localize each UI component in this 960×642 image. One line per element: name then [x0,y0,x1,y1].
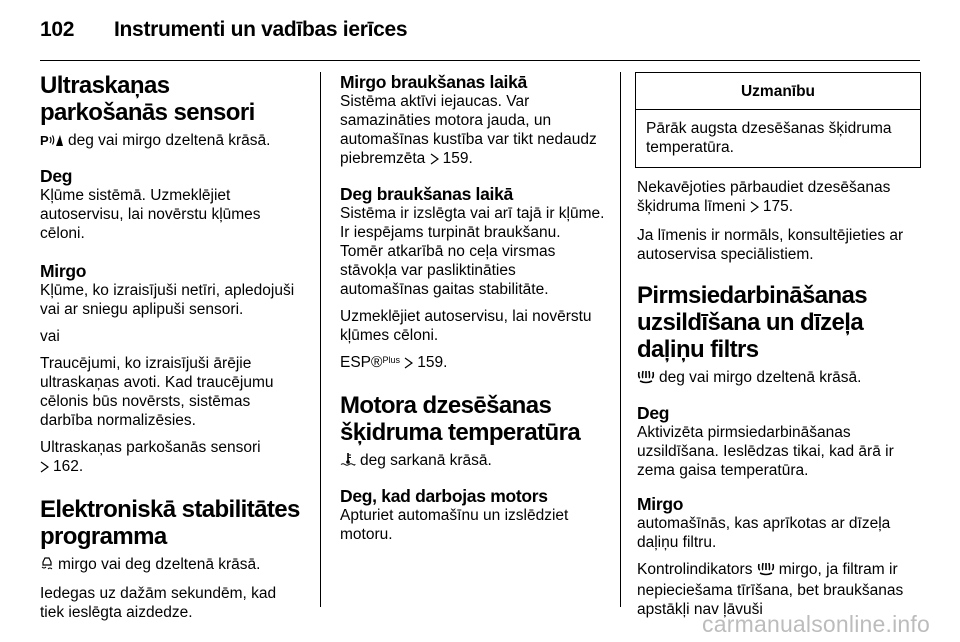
caution-text: Pārāk augsta dzesēšanas šķidruma temperatūra. [646,120,892,156]
column-left [40,72,302,630]
reference-arrow-icon [430,151,439,170]
esp-text: Iedegas uz dažām sekundēm, kad tiek ieslēgta aizdedze. [40,585,277,621]
glow-plug-icon [757,562,775,581]
mirgo-text-1: Kļūme, ko izraisījuši netīri, apledojuši vai ar sniegu aplipuši sensori. [40,282,295,318]
caution-box [635,72,921,168]
glow-deg-heading: Deg [637,403,670,423]
mirgo-text-2: Traucējumi, ko izraisījuši ārējie ultraskaņas avoti. Kad traucējumu cēlonis būs novērsts, sistēmas darbība normalizēsies. [40,355,274,429]
deg-driving-heading: Deg braukšanas laikā [340,184,513,204]
mirgo-driving-heading: Mirgo braukšanas laikā [340,72,527,92]
section-heading-coolant: Motora dzesēšanas šķidruma temperatūra [340,392,581,446]
page-number: 102 [40,18,75,41]
column-right [637,72,907,627]
deg-driving-text-2: Uzmeklējiet autoservisu, lai novērstu kļūmes cēloni. [340,308,592,344]
column-divider-left [320,72,321,607]
check-coolant-text: Nekavējoties pārbaudiet dzesēšanas šķidruma līmeni 175. [637,178,907,218]
glow-deg-text: Aktivizēta pirmsiedarbināšanas uzsildīšana. Ieslēdzas tikai, kad ārā ir zema gaisa temperatūra. [637,424,894,479]
deg-driving-text-1: Sistēma ir izslēgta vai arī tajā ir kļūme. Ir iespējams turpināt braukšanu. Tomēr atkarībā no ceļa virsmas stāvokļa var pasliktināties automašīnas gaitas stabilitāte. [340,205,605,298]
reference-arrow-icon [40,459,49,478]
coolant-intro: deg sarkanā krāsā. [340,451,605,472]
column-middle [340,72,605,552]
glow-mirgo-text-2: Kontrolindikators mirgo, ja filtram ir nepieciešama tīrīšana, bet braukšanas apstākļi nav ļāvuši [637,561,904,618]
header-rule [40,60,920,61]
glow-mirgo-heading: Mirgo [637,494,684,514]
section-heading-esp: Elektroniskā stabilitātes programma [40,496,300,550]
coolant-temperature-icon [340,452,356,472]
parking-sensor-reference[interactable]: Ultraskaņas parkošanās sensori 162. [40,438,302,478]
watermark: carmanualsonline.info [702,611,930,637]
column-divider-right [620,72,621,607]
reference-arrow-icon [750,199,759,218]
caution-title: Uzmanību [636,73,920,110]
page-header [40,18,920,46]
glow-plug-icon [637,370,655,389]
mirgo-heading: Mirgo [40,261,87,281]
reference-arrow-icon [404,355,413,374]
section-heading-glow-plug: Pirmsiedarbināšanas uzsildīšana un dīzeļa daļiņu filtrs [637,282,868,363]
deg-heading: Deg [40,166,73,186]
esp-intro: mirgo vai deg dzeltenā krāsā. [40,555,302,576]
motor-running-heading: Deg, kad darbojas motors [340,486,548,506]
svg-text:P: P [40,133,49,147]
glow-mirgo-text-1: automašīnās, kas aprīkotas ar dīzeļa daļiņu filtru. [637,515,891,551]
esp-car-icon [40,556,54,576]
glow-intro: deg vai mirgo dzeltenā krāsā. [637,368,907,389]
parking-intro: P deg vai mirgo dzeltenā krāsā. [40,131,302,152]
section-heading-parking-sensors: Ultraskaņas parkošanās sensori [40,72,255,126]
page-title: Instrumenti un vadības ierīces [114,18,408,41]
motor-running-text: Apturiet automašīnu un izslēdziet motoru. [340,507,569,543]
normal-level-text: Ja līmenis ir normāls, konsultējieties ar autoservisa speciālistiem. [637,227,904,263]
mirgo-driving-text: Sistēma aktīvi iejaucas. Var samazināties motora jauda, un automašīnas kustība var tikt nedaudz piebremzēta 159. [340,92,605,170]
mirgo-or: vai [40,328,60,345]
deg-text: Kļūme sistēmā. Uzmeklējiet autoservisu, lai novērstu kļūmes cēloni. [40,187,261,242]
esp-plus-reference[interactable]: ESP®$^{Plus}$ 159. [340,353,605,374]
parking-sensor-icon [40,133,64,152]
